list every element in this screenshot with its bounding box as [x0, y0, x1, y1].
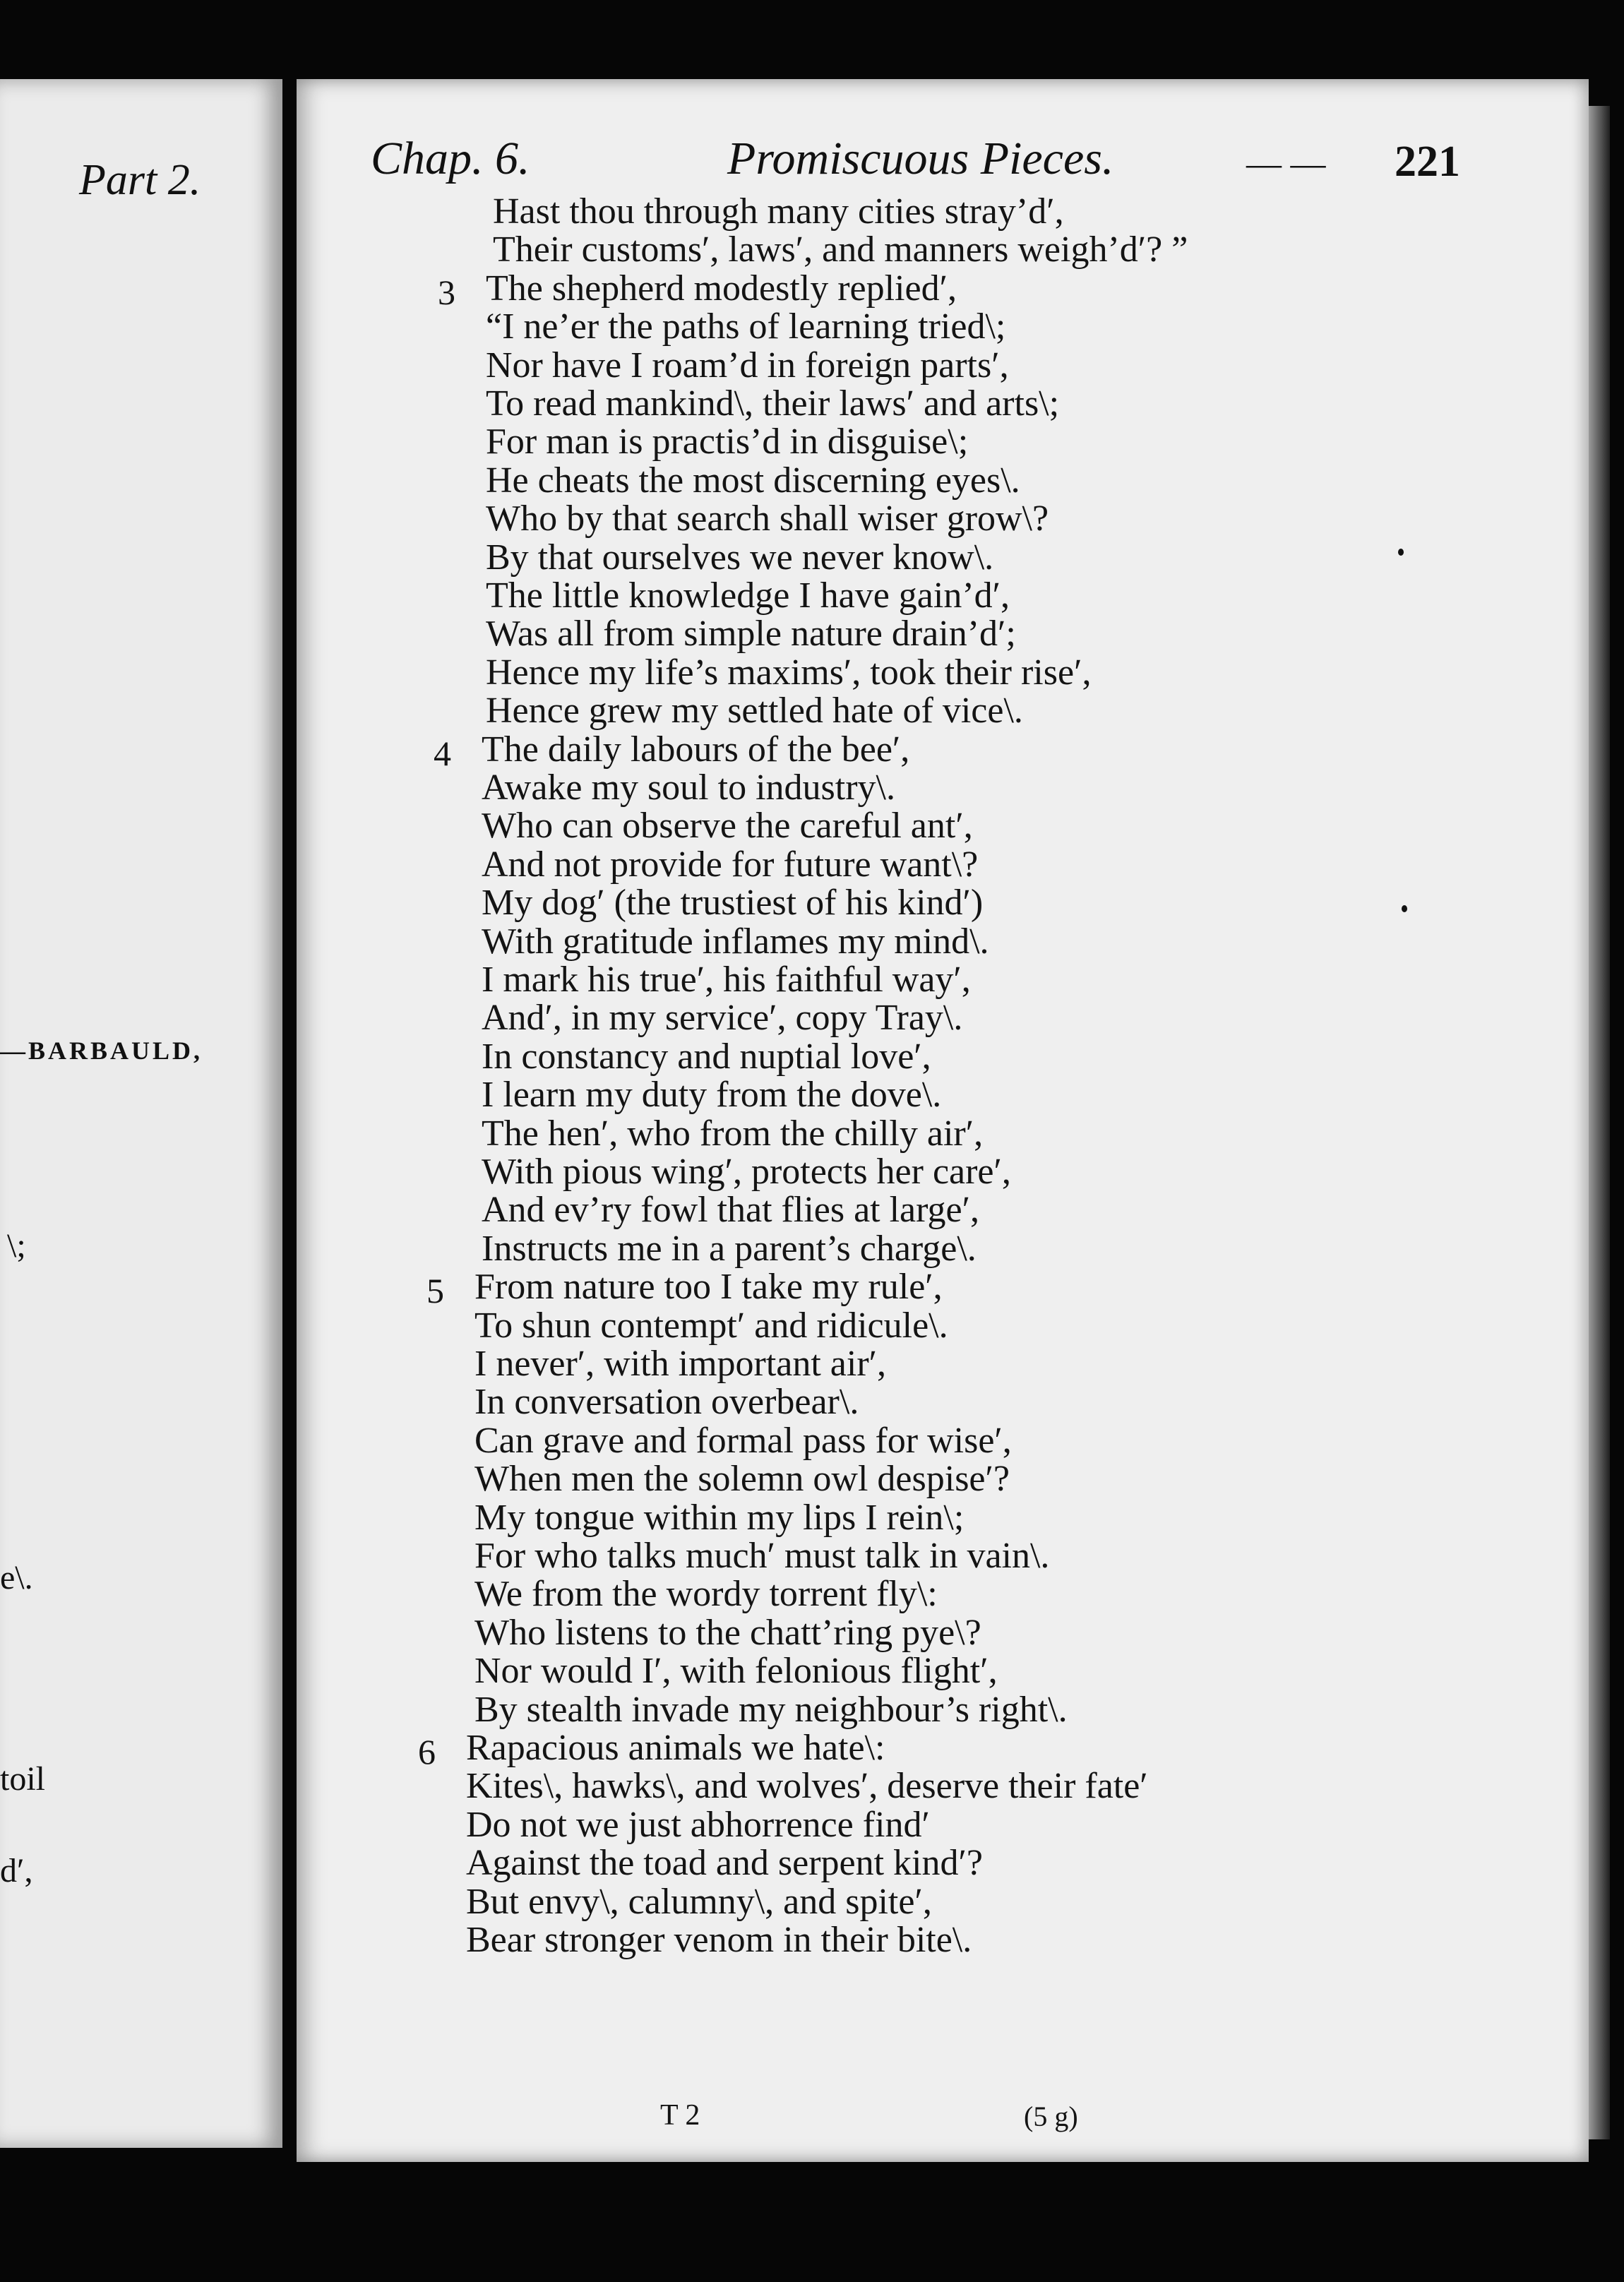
poem-line: With gratitude inflames my mind\.: [482, 921, 989, 962]
poem-line: Rapacious animals we hate\:: [466, 1728, 885, 1768]
poem-line: In constancy and nuptial love′,: [482, 1036, 931, 1077]
poem-line: Who can observe the careful ant′,: [482, 806, 973, 847]
poem-line: The little knowledge I have gain’d′,: [486, 575, 1010, 616]
poem-line: Nor have I roam’d in foreign parts′,: [486, 345, 1009, 386]
poem-line: My dog′ (the trustiest of his kind′): [482, 883, 984, 924]
poem-line: Can grave and formal pass for wise′,: [474, 1420, 1012, 1461]
left-page-fragment: —BARBAULD,: [0, 1037, 203, 1065]
poem-line: Awake my soul to industry\.: [482, 767, 895, 808]
section-title: Promiscuous Pieces.: [727, 133, 1114, 184]
poem-line: My tongue within my lips I rein\;: [474, 1497, 965, 1538]
stanza-number: 4: [434, 733, 451, 773]
poem-line: Against the toad and serpent kind′?: [466, 1843, 983, 1884]
poem-line: Bear stronger venom in their bite\.: [466, 1920, 972, 1960]
poem-line: By stealth invade my neighbour’s right\.: [474, 1689, 1068, 1730]
poem-line: He cheats the most discerning eyes\.: [486, 460, 1020, 501]
poem-body: [297, 79, 1589, 2162]
left-page-fragment: \;: [7, 1227, 26, 1265]
poem-line: “I ne’er the paths of learning tried\;: [486, 306, 1006, 347]
left-page-header: Part 2.: [79, 156, 201, 204]
poem-line: To shun contempt′ and ridicule\.: [474, 1305, 948, 1346]
signature-mark: T 2: [660, 2099, 700, 2132]
poem-line: And′, in my service′, copy Tray\.: [482, 998, 963, 1039]
poem-line: To read mankind\, their laws′ and arts\;: [486, 383, 1060, 424]
poem-line: Was all from simple nature drain’d′;: [486, 614, 1016, 655]
footer-code: (5 g): [1024, 2101, 1078, 2132]
poem-line: With pious wing′, protects her care′,: [482, 1152, 1011, 1192]
right-page: [297, 79, 1589, 2162]
poem-line: Hast thou through many cities stray’d′,: [493, 191, 1064, 232]
poem-line: When men the solemn owl despise′?: [474, 1459, 1010, 1500]
poem-line: The daily labours of the bee′,: [482, 729, 910, 770]
header-dash: — —: [1246, 143, 1326, 183]
poem-line: For who talks much′ must talk in vain\.: [474, 1536, 1050, 1576]
poem-line: From nature too I take my rule′,: [474, 1267, 943, 1308]
poem-line: For man is practis’d in disguise\;: [486, 422, 969, 462]
poem-line: I learn my duty from the dove\.: [482, 1075, 942, 1116]
left-page: [0, 79, 282, 2148]
page-edge-shadow: [1589, 106, 1610, 2139]
poem-line: Kites\, hawks\, and wolves′, deserve their fate′: [466, 1766, 1148, 1807]
poem-line: And not provide for future want\?: [482, 844, 979, 885]
poem-line: And ev’ry fowl that flies at large′,: [482, 1190, 979, 1231]
poem-line: Instructs me in a parent’s charge\.: [482, 1228, 977, 1269]
left-page-fragment: e\.: [0, 1559, 33, 1596]
stanza-number: 5: [426, 1271, 444, 1311]
stanza-number: 3: [438, 272, 455, 312]
ink-speck: [1398, 549, 1404, 556]
poem-line: Nor would I′, with felonious flight′,: [474, 1651, 998, 1692]
poem-line: I never′, with important air′,: [474, 1344, 887, 1384]
poem-line: We from the wordy torrent fly\:: [474, 1574, 938, 1615]
page-number: 221: [1395, 138, 1460, 186]
chapter-header: Chap. 6.: [371, 133, 530, 184]
poem-line: Who listens to the chatt’ring pye\?: [474, 1612, 981, 1653]
poem-line: The shepherd modestly replied′,: [486, 268, 957, 309]
poem-line: By that ourselves we never know\.: [486, 537, 994, 578]
poem-line: Who by that search shall wiser grow\?: [486, 498, 1049, 539]
left-page-fragment: toil: [0, 1760, 46, 1798]
poem-line: Hence grew my settled hate of vice\.: [486, 691, 1023, 731]
poem-line: But envy\, calumny\, and spite′,: [466, 1881, 932, 1922]
stanza-number: 6: [418, 1732, 436, 1772]
poem-line: I mark his true′, his faithful way′,: [482, 960, 971, 1000]
poem-line: Hence my life’s maxims′, took their rise′,: [486, 652, 1092, 693]
poem-line: In conversation overbear\.: [474, 1382, 859, 1423]
poem-line: Do not we just abhorrence find′: [466, 1804, 930, 1845]
left-page-fragment: d′,: [0, 1852, 33, 1889]
ink-speck: [1402, 905, 1407, 912]
poem-line: The hen′, who from the chilly air′,: [482, 1113, 984, 1154]
poem-line: Their customs′, laws′, and manners weigh’d′? ”: [493, 229, 1188, 270]
